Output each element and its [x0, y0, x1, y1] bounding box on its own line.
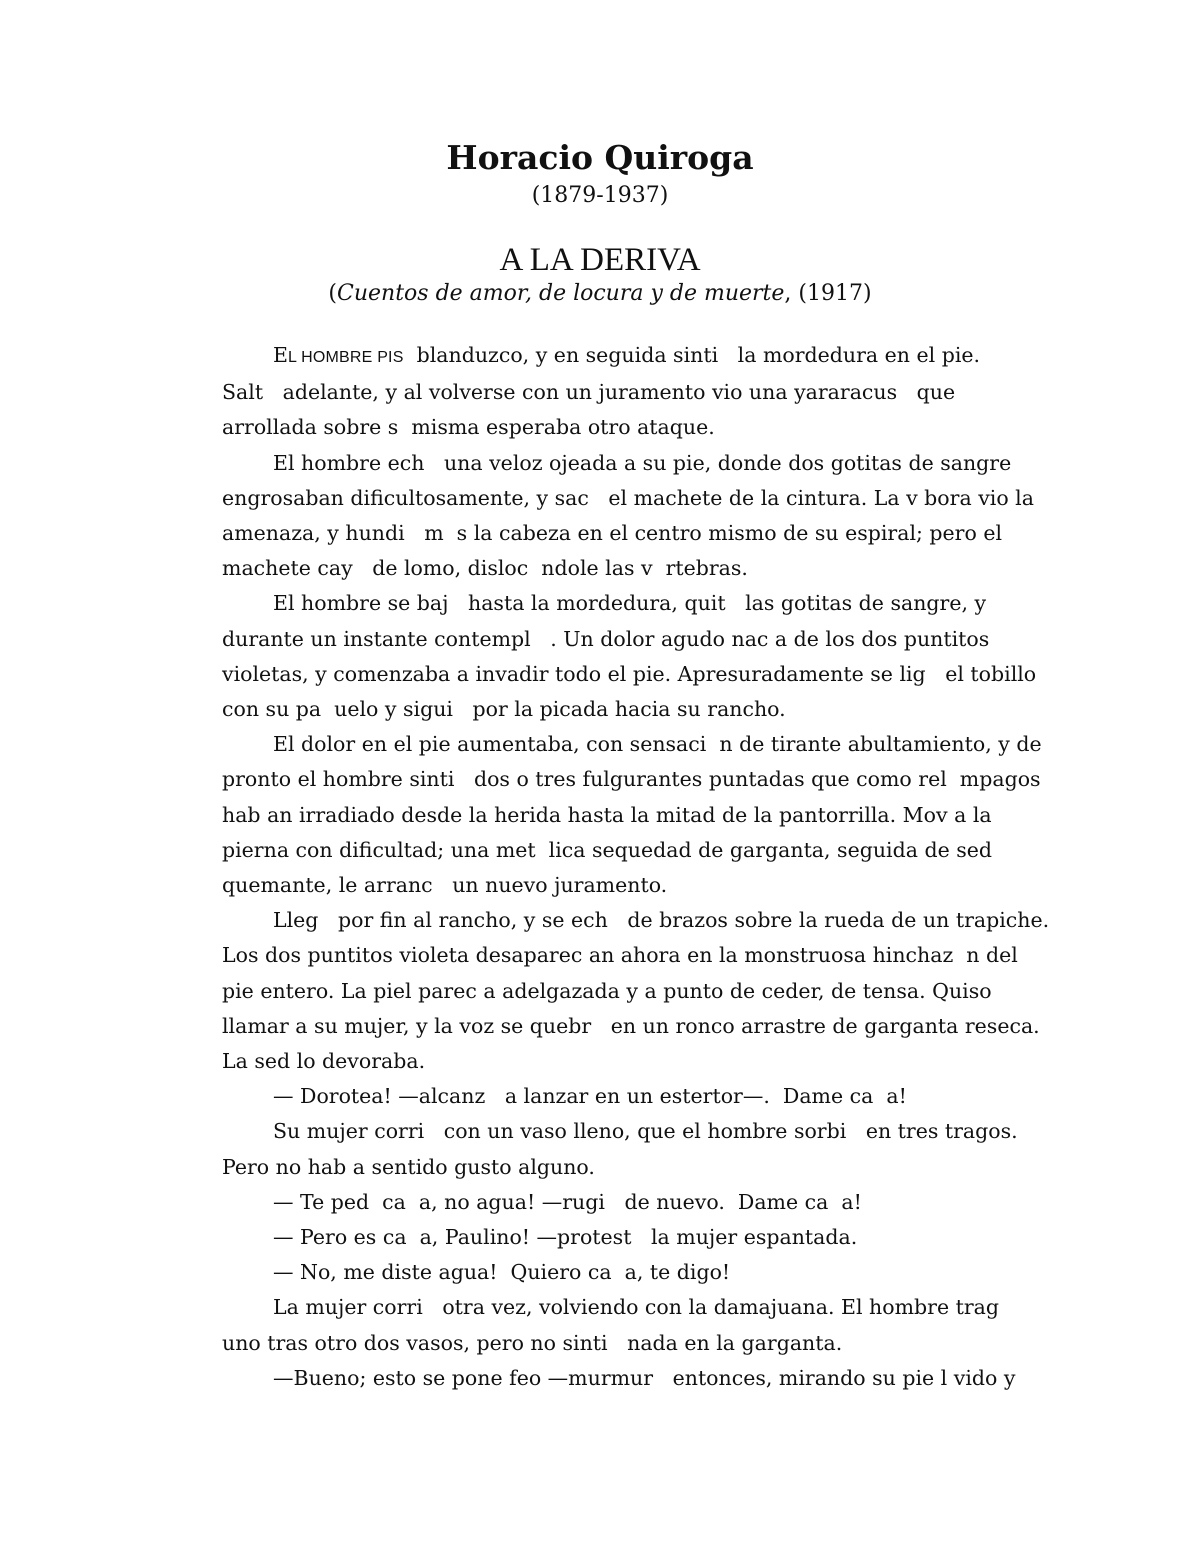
paragraph	[222, 1361, 1034, 1396]
paragraph	[222, 586, 1037, 727]
text-line: pronto el hombre sinti dos o tres fulgurantes puntadas que como rel mpagos	[222, 767, 1041, 792]
text-line: con su pa uelo y sigui por la picada hacia su rancho.	[222, 697, 786, 722]
text-line: quemante, le arranc un nuevo juramento.	[222, 873, 668, 898]
small-caps-opening: L HOMBRE PIS	[287, 349, 404, 366]
text-line: machete cay de lomo, disloc ndole las v rtebras.	[222, 556, 748, 581]
text-line: — Te ped ca a, no agua! —rugi de nuevo. Dame ca a!	[273, 1189, 862, 1214]
text-line: — Pero es ca a, Paulino! —protest la mujer espantada.	[273, 1225, 858, 1250]
paragraph	[222, 1220, 1034, 1255]
paragraph	[222, 1290, 1034, 1360]
source-year: , (1917)	[784, 281, 872, 306]
text-line: El hombre se baj hasta la mordedura, quit las gotitas de sangre, y	[273, 591, 987, 616]
author-name: Horacio Quiroga	[446, 138, 754, 177]
text-line: amenaza, y hundi m s la cabeza en el centro mismo de su espiral; pero el	[222, 521, 1003, 546]
paragraph	[222, 338, 1034, 446]
paragraph	[222, 1114, 1034, 1184]
text-line	[222, 338, 1034, 375]
text-line: El dolor en el pie aumentaba, con sensaci n de tirante abultamiento, y de	[273, 732, 1042, 757]
text-line: violetas, y comenzaba a invadir todo el pie. Apresuradamente se lig el tobillo	[222, 661, 1037, 686]
text-line: La mujer corri otra vez, volviendo con la damajuana. El hombre trag	[273, 1295, 999, 1320]
text-line: La sed lo devoraba.	[222, 1049, 426, 1074]
text-line: engrosaban dificultosamente, y sac el machete de la cintura. La v bora vio la	[222, 485, 1034, 510]
paragraph	[222, 1079, 1034, 1114]
line-text: blanduzco, y en seguida sinti la mordedura en el pie.	[403, 343, 981, 367]
text-line: arrollada sobre s misma esperaba otro ataque.	[222, 415, 715, 440]
text-line: —Bueno; esto se pone feo —murmur entonces, mirando su pie l vido y	[273, 1365, 1016, 1390]
text-line: Lleg por fin al rancho, y se ech de brazos sobre la rueda de un trapiche.	[273, 908, 1050, 933]
text-line: uno tras otro dos vasos, pero no sinti nada en la garganta.	[222, 1330, 843, 1355]
text-line: El hombre ech una veloz ojeada a su pie, donde dos gotitas de sangre	[273, 450, 1012, 475]
source-open-paren: (	[328, 281, 338, 306]
paragraph	[222, 446, 1034, 587]
text-line: Su mujer corri con un vaso lleno, que el hombre sorbi en tres tragos.	[273, 1119, 1018, 1144]
author-dates: (1879-1937)	[531, 183, 669, 208]
paragraph	[222, 727, 1042, 903]
paragraph	[222, 1185, 1034, 1220]
paragraph	[222, 903, 1050, 1079]
source-book-title: Cuentos de amor, de locura y de muerte	[337, 281, 785, 306]
text-line: — Dorotea! —alcanz a lanzar en un estertor—. Dame ca a!	[273, 1084, 907, 1109]
drop-initial: E	[273, 343, 288, 367]
paragraph	[222, 1255, 1034, 1290]
text-line: — No, me diste agua! Quiero ca a, te digo!	[273, 1260, 731, 1285]
text-line: pie entero. La piel parec a adelgazada y a punto de ceder, de tensa. Quiso	[222, 978, 992, 1003]
text-line: hab an irradiado desde la herida hasta la mitad de la pantorrilla. Mov a la	[222, 802, 992, 827]
text-line: Salt adelante, y al volverse con un juramento vio una yararacus que	[222, 380, 956, 405]
text-line: Los dos puntitos violeta desaparec an ahora en la monstruosa hinchaz n del	[222, 943, 1018, 968]
story-source	[0, 279, 1200, 309]
story-body	[222, 338, 1050, 1396]
story-title: A LA DERIVA	[499, 242, 701, 278]
text-line: llamar a su mujer, y la voz se quebr en un ronco arrastre de garganta reseca.	[222, 1013, 1040, 1038]
text-line: pierna con dificultad; una met lica sequedad de garganta, seguida de sed	[222, 837, 993, 862]
text-line: durante un instante contempl . Un dolor agudo nac a de los dos puntitos	[222, 626, 990, 651]
text-line: Pero no hab a sentido gusto alguno.	[222, 1154, 595, 1179]
